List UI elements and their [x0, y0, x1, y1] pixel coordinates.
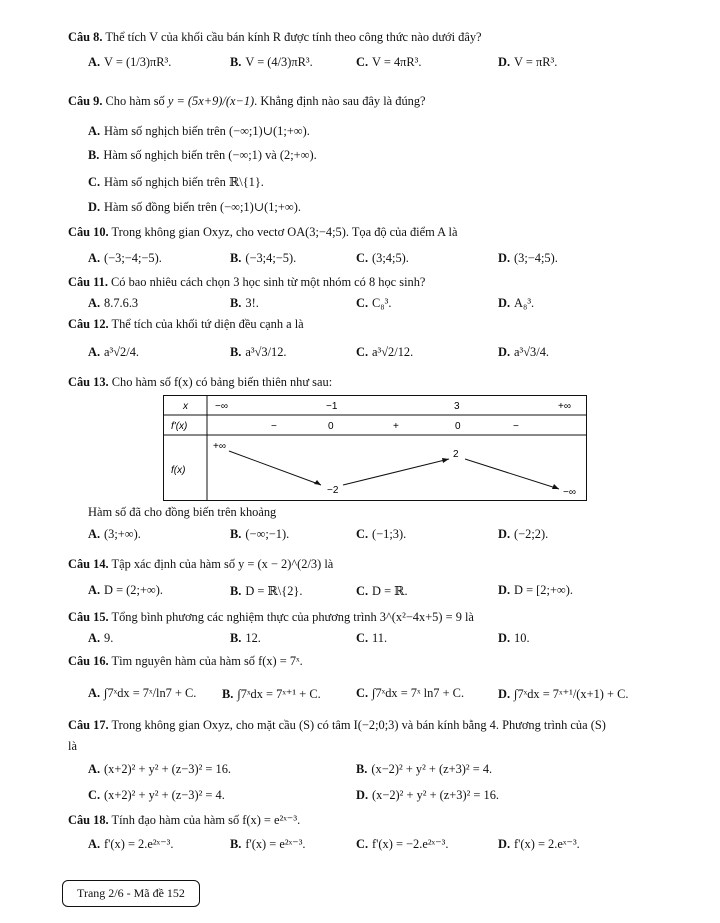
q8-text: Thể tích V của khối cầu bán kính R được tính theo công thức nào dưới đây?: [105, 30, 482, 44]
table-f-val-2: −2: [327, 485, 339, 496]
question-8: [68, 30, 698, 45]
q16-text: Tìm nguyên hàm của hàm số f(x) = 7ˣ.: [111, 654, 303, 668]
q13-after: Hàm số đã cho đồng biến trên khoảng: [88, 505, 277, 519]
q12-option-d: D. a³√3/4.: [498, 345, 549, 359]
q14-text: Tập xác định của hàm số y = (x − 2)^(2/3) là: [111, 557, 334, 571]
q8-option-d: D. V = πR³.: [498, 55, 558, 69]
variation-table: [163, 395, 587, 501]
q12-option-b: B. a³√3/12.: [230, 345, 287, 359]
q18-text: Tính đạo hàm của hàm số f(x) = e²ˣ⁻³.: [111, 813, 301, 827]
q10-option-c: C. (3;4;5).: [356, 251, 409, 265]
q16-option-a: A. ∫7ˣdx = 7ˣ/ln7 + C.: [88, 686, 197, 700]
q9-text-pre: Cho hàm số: [105, 94, 165, 108]
q13-text: Cho hàm số f(x) có bảng biến thiên như sau:: [111, 375, 333, 389]
q17-text2: là: [68, 739, 77, 753]
table-x-val-1: −∞: [215, 401, 228, 412]
q9-option-d: D. Hàm số đồng biến trên (−∞;1)∪(1;+∞).: [88, 200, 301, 214]
q18-option-d: D. f'(x) = 2.eˣ⁻³.: [498, 837, 580, 851]
q11-text: Có bao nhiêu cách chọn 3 học sinh từ một nhóm có 8 học sinh?: [111, 275, 426, 289]
page-footer: Trang 2/6 - Mã đề 152: [62, 880, 200, 907]
q15-option-c: C. 11.: [356, 631, 388, 645]
q13-label: Câu 13.: [68, 375, 109, 389]
table-x-val-2: −1: [326, 401, 338, 412]
q13-option-b: B. (−∞;−1).: [230, 527, 290, 541]
q8-label: Câu 8.: [68, 30, 103, 44]
q14-option-d: D. D = [2;+∞).: [498, 583, 573, 597]
q16-option-b: B. ∫7ˣdx = 7ˣ⁺¹ + C.: [222, 687, 321, 701]
q15-text: Tổng bình phương các nghiệm thực của phương trình 3^(x²−4x+5) = 9 là: [111, 610, 474, 624]
q9-function: y = (5x+9)/(x−1): [167, 94, 255, 108]
q12-option-a: A. a³√2/4.: [88, 345, 139, 359]
arrow-decrease-1: [229, 451, 321, 485]
table-f-val-4: −∞: [563, 487, 576, 498]
q17-option-b: B. (x−2)² + y² + (z+3)² = 4.: [356, 762, 493, 776]
q18-option-b: B. f'(x) = e²ˣ⁻³.: [230, 837, 306, 851]
q17-option-a: A. (x+2)² + y² + (z−3)² = 16.: [88, 762, 231, 776]
arrow-decrease-2: [465, 459, 559, 489]
q9-text-post: . Khẳng định nào sau đây là đúng?: [254, 94, 426, 108]
q17-label: Câu 17.: [68, 718, 109, 732]
q10-option-b: B. (−3;4;−5).: [230, 251, 297, 265]
table-sign-3: +: [393, 421, 399, 432]
q16-option-c: C. ∫7ˣdx = 7ˣ ln7 + C.: [356, 686, 465, 700]
q18-option-c: C. f'(x) = −2.e²ˣ⁻³.: [356, 837, 449, 851]
question-14: [68, 557, 698, 572]
q9-option-c: C. Hàm số nghịch biến trên ℝ\{1}.: [88, 175, 264, 189]
q10-option-d: D. (3;−4;5).: [498, 251, 558, 265]
q11-option-a: A. 8.7.6.3: [88, 296, 139, 310]
table-x-val-3: 3: [454, 401, 460, 412]
question-12: [68, 317, 698, 332]
question-15: [68, 610, 698, 625]
q12-label: Câu 12.: [68, 317, 109, 331]
q8-option-a: A. V = (1/3)πR³.: [88, 55, 172, 69]
table-f-label: f(x): [171, 465, 186, 476]
q10-text: Trong không gian Oxyz, cho vectơ OA(3;−4;5). Tọa độ của điểm A là: [111, 225, 458, 239]
table-x-label: x: [183, 401, 188, 412]
q17-option-c: C. (x+2)² + y² + (z−3)² = 4.: [88, 788, 225, 802]
q9-label: Câu 9.: [68, 94, 103, 108]
table-f-val-1: +∞: [213, 441, 226, 452]
table-sign-1: −: [271, 421, 277, 432]
q10-label: Câu 10.: [68, 225, 109, 239]
q17-option-d: D. (x−2)² + y² + (z+3)² = 16.: [356, 788, 499, 802]
q17-text: Trong không gian Oxyz, cho mặt cầu (S) có tâm I(−2;0;3) và bán kính bằng 4. Phương trình của (S): [111, 718, 606, 732]
q13-option-c: C. (−1;3).: [356, 527, 407, 541]
q9-option-a: A. Hàm số nghịch biến trên (−∞;1)∪(1;+∞).: [88, 124, 310, 138]
table-f-val-3: 2: [453, 449, 459, 460]
table-x-val-4: +∞: [558, 401, 571, 412]
q15-label: Câu 15.: [68, 610, 109, 624]
q11-option-b: B. 3!.: [230, 296, 259, 310]
table-sign-4: 0: [455, 421, 461, 432]
q14-label: Câu 14.: [68, 557, 109, 571]
question-17: [68, 718, 698, 733]
question-16: [68, 654, 698, 669]
q18-label: Câu 18.: [68, 813, 109, 827]
q8-option-b: B. V = (4/3)πR³.: [230, 55, 313, 69]
question-18: [68, 812, 698, 828]
table-sign-5: −: [513, 421, 519, 432]
q13-option-d: D. (−2;2).: [498, 527, 549, 541]
q11-option-c: C. C₈³.: [356, 296, 392, 310]
q12-option-c: C. a³√2/12.: [356, 345, 414, 359]
question-13: [68, 375, 698, 390]
q16-option-d: D. ∫7ˣdx = 7ˣ⁺¹/(x+1) + C.: [498, 687, 629, 701]
q13-option-a: A. (3;+∞).: [88, 527, 141, 541]
q8-option-c: C. V = 4πR³.: [356, 55, 422, 69]
arrow-increase: [343, 459, 449, 485]
q16-label: Câu 16.: [68, 654, 109, 668]
question-9: [68, 94, 698, 109]
q9-option-b: B. Hàm số nghịch biến trên (−∞;1) và (2;+∞).: [88, 148, 317, 162]
q10-option-a: A. (−3;−4;−5).: [88, 251, 162, 265]
q14-option-a: A. D = (2;+∞).: [88, 583, 163, 597]
q14-option-c: C. D = ℝ.: [356, 584, 408, 598]
q14-option-b: B. D = ℝ\{2}.: [230, 584, 303, 598]
q18-option-a: A. f'(x) = 2.e²ˣ⁻³.: [88, 837, 174, 851]
q15-option-d: D. 10.: [498, 631, 530, 645]
question-10: [68, 225, 698, 240]
q11-label: Câu 11.: [68, 275, 108, 289]
q15-option-a: A. 9.: [88, 631, 114, 645]
q15-option-b: B. 12.: [230, 631, 261, 645]
q11-option-d: D. A₈³.: [498, 296, 535, 310]
table-sign-2: 0: [328, 421, 334, 432]
q12-text: Thể tích của khối tứ diện đều cạnh a là: [111, 317, 304, 331]
table-fp-label: f'(x): [171, 421, 188, 432]
question-11: [68, 275, 698, 290]
